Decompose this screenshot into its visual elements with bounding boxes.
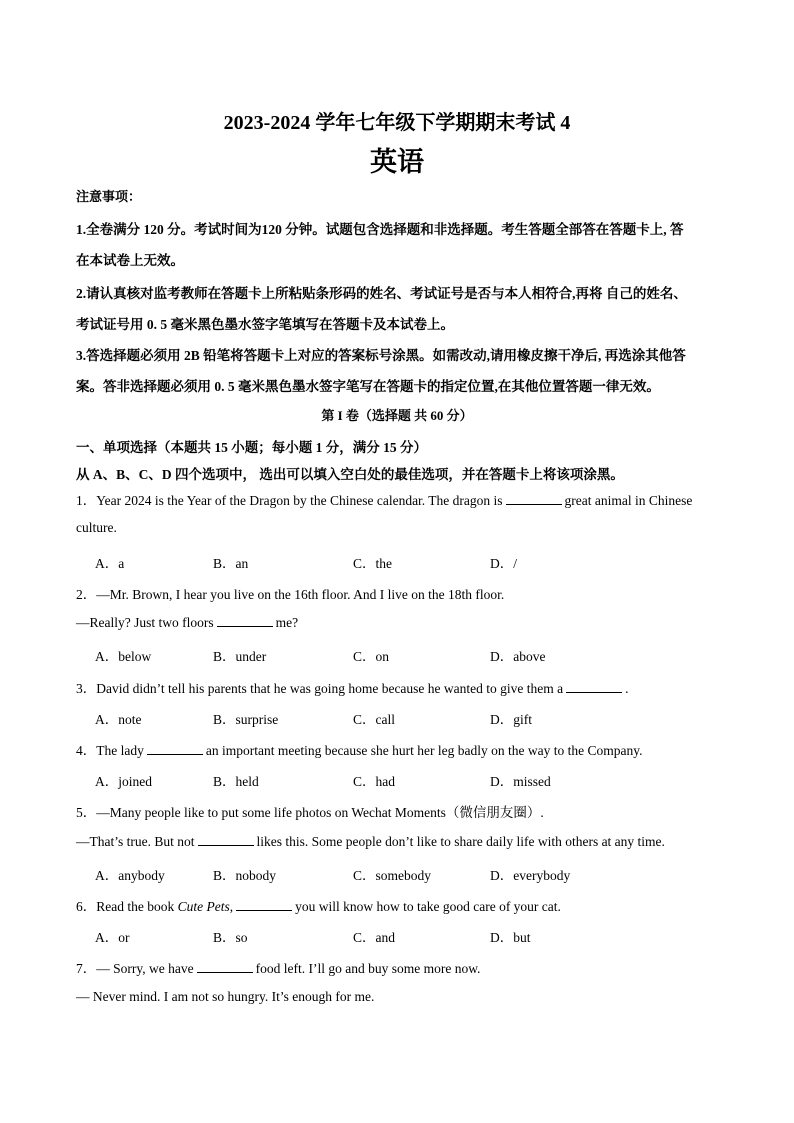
question-6 [76,895,561,915]
exam-title: 2023-2024 学年七年级下学期期末考试 4 [223,112,571,134]
answer-blank [236,898,292,911]
question-5-reply [76,833,665,850]
answer-blank [198,833,254,846]
question-number: 4． [76,743,97,758]
question-text: , [229,899,234,914]
question-7-reply: — Never mind. I am not so hungry. It’s enough for me. [76,989,375,1004]
answer-blank [217,614,273,627]
option-a: A．joined [95,774,152,789]
option-b: B．under [213,649,267,664]
question-text: —That’s true. But not [76,834,195,849]
option-c: C．on [353,649,390,664]
question-number: 3． [76,681,97,696]
answer-blank [566,680,622,693]
question-text: me? [275,615,299,630]
option-b: B．so [213,930,248,945]
question-text: —Mr. Brown, I hear you live on the 16th floor. And I live on the 18th floor. [96,587,505,602]
question-2-reply [76,614,298,631]
question-2 [76,583,504,603]
note-3-line-1: 3.答选择题必须用 2B 铅笔将答题卡上对应的答案标号涂黑。如需改动,请用橡皮擦干净后, 再选涂其他答 [76,348,686,363]
question-text: . [625,681,629,696]
option-c: C．call [353,712,395,727]
option-d: D．everybody [490,868,571,883]
question-text: —Really? Just two floors [76,615,214,630]
option-a: A．below [95,649,152,664]
question-number: 5． [76,805,97,820]
option-d: D．but [490,930,531,945]
answer-blank [147,742,203,755]
part-1-heading: 第 I 卷（选择题 共 60 分） [321,408,473,423]
question-1 [76,489,692,509]
option-a: A．a [95,556,125,571]
question-text: — Sorry, we have [96,961,194,976]
question-5 [76,801,544,821]
question-7 [76,957,480,977]
option-c: C．the [353,556,392,571]
question-text: David didn’t tell his parents that he was going home because he wanted to give them a [96,681,564,696]
question-text: Read the book [96,899,175,914]
question-number: 7． [76,961,97,976]
option-d: D．/ [490,556,517,571]
option-d: D．missed [490,774,551,789]
note-3-line-2: 案。答非选择题必须用 0. 5 毫米黑色墨水签字笔写在答题卡的指定位置,在其他位置答题一律无效。 [76,379,660,394]
note-1-line-1: 1.全卷满分 120 分。考试时间为120 分钟。试题包含选择题和非选择题。考生答题全部答在答题卡上, 答 [76,222,684,237]
note-2-line-1: 2.请认真核对监考教师在答题卡上所粘贴条形码的姓名、考试证号是否与本人相符合,再将 自己的姓名、 [76,286,687,301]
option-a: A．anybody [95,868,165,883]
option-c: C．somebody [353,868,432,883]
question-1-continued: culture. [76,520,117,535]
question-number: 1． [76,493,97,508]
question-text: an important meeting because she hurt her leg badly on the way to the Company. [205,743,643,758]
note-2-line-2: 考试证号用 0. 5 毫米黑色墨水签字笔填写在答题卡及本试卷上。 [76,317,454,332]
question-text: —Many people like to put some life photos on Wechat Moments（微信朋友圈）. [96,805,544,820]
question-4 [76,739,643,759]
question-text: The lady [96,743,144,758]
question-number: 6． [76,899,97,914]
note-1-line-2: 在本试卷上无效。 [76,253,184,268]
option-d: D．gift [490,712,532,727]
option-b: B．surprise [213,712,279,727]
option-d: D．above [490,649,546,664]
question-text: Year 2024 is the Year of the Dragon by the Chinese calendar. The dragon is [96,493,503,508]
subject-title: 英语 [370,147,424,178]
option-c: C．had [353,774,395,789]
book-title: Cute Pets [177,899,230,914]
section-heading: 一、单项选择（本题共 15 小题；每小题 1 分，满分 15 分） [76,440,427,455]
option-a: A．note [95,712,142,727]
option-b: B．held [213,774,259,789]
question-text: likes this. Some people don’t like to share daily life with others at any time. [256,834,665,849]
answer-blank [506,492,562,505]
question-text: great animal in Chinese [564,493,693,508]
question-number: 2． [76,587,97,602]
question-3 [76,677,629,697]
notes-heading: 注意事项： [76,189,142,204]
question-text: you will know how to take good care of your cat. [295,899,561,914]
option-c: C．and [353,930,395,945]
option-b: B．nobody [213,868,277,883]
answer-blank [197,960,253,973]
question-text: food left. I’ll go and buy some more now. [255,961,481,976]
option-a: A．or [95,930,130,945]
section-instruction: 从 A、B、C、D 四个选项中， 选出可以填入空白处的最佳选项，并在答题卡上将该项涂黑。 [76,467,624,482]
option-b: B．an [213,556,249,571]
